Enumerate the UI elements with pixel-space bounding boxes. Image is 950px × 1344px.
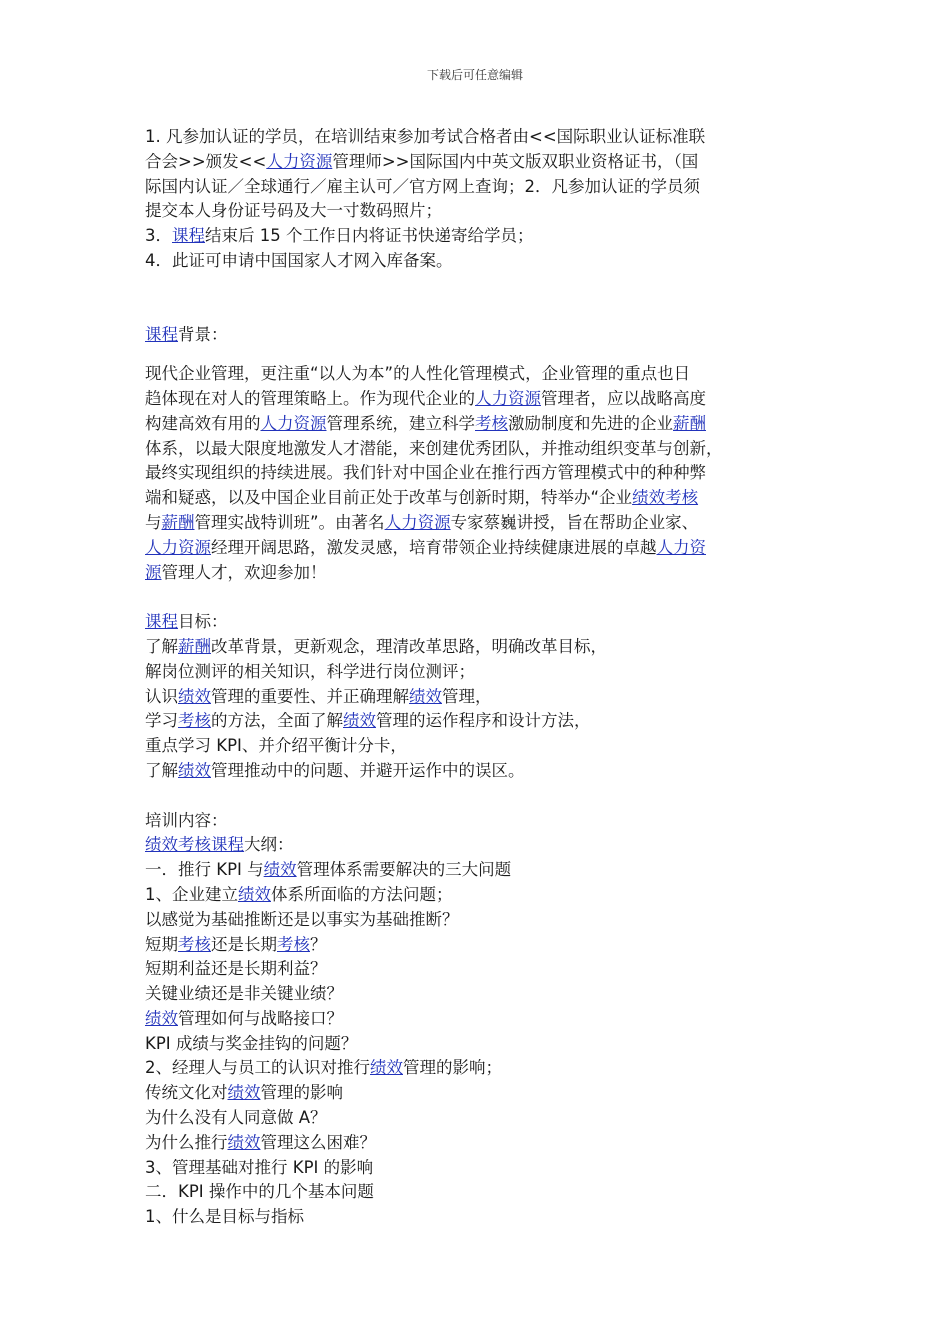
link-assess[interactable]: 考核 [178,934,211,954]
cert-line-1: 1. 凡参加认证的学员，在培训结束参加考试合格者由<<国际职业认证标准联 [145,127,706,146]
page-header: 下载后可任意编辑 [426,68,523,82]
link-perf-assess-course[interactable]: 绩效考核课程 [145,835,244,855]
goals-section [145,610,815,784]
outline-item: 短期考核还是长期考核？ [145,934,327,954]
outline-item: 1、企业建立绩效体系所面临的方法问题； [145,884,453,904]
link-perf[interactable]: 绩效 [409,686,442,706]
link-perf[interactable]: 绩效 [343,711,376,731]
goals-title: 课程目标： [145,612,228,632]
training-section [145,809,815,1231]
outline-item: 关键业绩还是非关键业绩？ [145,984,343,1004]
goal-item: 了解薪酬改革背景，更新观念，理清改革思路，明确改革目标， [145,636,607,656]
link-course[interactable]: 课程 [172,226,205,246]
link-hr[interactable]: 人力资源 [266,151,333,171]
training-title: 培训内容： [145,810,228,830]
outline-item: 2、经理人与员工的认识对推行绩效管理的影响； [145,1058,502,1078]
background-line-3: 构建高效有用的人力资源管理系统，建立科学考核激励制度和先进的企业薪酬 [145,413,706,433]
certification-section [145,125,815,274]
link-hr[interactable]: 人力资源 [260,413,327,433]
goal-item: 重点学习 KPI、并介绍平衡计分卡， [145,736,407,756]
link-course[interactable]: 课程 [145,612,178,632]
link-perf[interactable]: 绩效 [178,686,211,706]
cert-line-5: 3．课程结束后 15 个工作日内将证书快递寄给学员； [145,226,534,246]
background-line-9: 源管理人才，欢迎参加！ [145,562,327,582]
link-hr-part1[interactable]: 人力资 [656,537,706,557]
goal-item: 解岗位测评的相关知识，科学进行岗位测评； [145,661,475,681]
link-perf-assess[interactable]: 绩效考核 [632,488,699,508]
background-line-2: 趋体现在对人的管理策略上。作为现代企业的人力资源管理者，应以战略高度 [145,388,706,408]
background-line-8: 人力资源经理开阔思路，激发灵感，培育带领企业持续健康进展的卓越人力资 [145,537,706,557]
link-perf[interactable]: 绩效 [263,860,297,880]
link-course[interactable]: 课程 [145,325,178,345]
link-hr[interactable]: 人力资源 [145,537,211,557]
cert-line-4: 提交本人身份证号码及大一寸数码照片； [145,201,442,221]
background-line-1: 现代企业管理，更注重“以人为本”的人性化管理模式，企业管理的重点也日 [145,364,691,384]
link-salary[interactable]: 薪酬 [673,413,706,433]
document-body [145,125,815,1230]
link-perf[interactable]: 绩效 [178,760,211,780]
outline-item: 为什么推行绩效管理这么困难？ [145,1132,376,1152]
background-title: 课程背景： [145,325,228,345]
link-perf[interactable]: 绩效 [227,1132,261,1152]
cert-line-2: 合会>>颁发<<人力资源管理师>>国际国内中英文版双职业资格证书，（国 [145,151,699,171]
outline-item: 以感觉为基础推断还是以事实为基础推断？ [145,909,459,929]
link-perf[interactable]: 绩效 [227,1083,261,1103]
outline-item: 短期利益还是长期利益？ [145,959,327,979]
link-hr-part2[interactable]: 源 [145,562,162,582]
outline-item: 为什么没有人同意做 A？ [145,1108,327,1128]
link-hr[interactable]: 人力资源 [475,388,541,408]
link-assess[interactable]: 考核 [277,934,310,954]
link-assess[interactable]: 考核 [178,711,211,731]
outline-item: KPI 成绩与奖金挂钩的问题？ [145,1033,358,1053]
outline-item: 绩效管理如何与战略接口？ [145,1008,343,1028]
link-hr[interactable]: 人力资源 [384,512,451,532]
link-perf[interactable]: 绩效 [145,1008,178,1028]
outline-item: 一．推行 KPI 与绩效管理体系需要解决的三大问题 [145,860,512,880]
background-section [145,323,815,585]
outline-item: 传统文化对绩效管理的影响 [145,1083,343,1103]
background-line-7: 与薪酬管理实战特训班”。由著名人力资源专家蔡巍讲授，旨在帮助企业家、 [145,512,699,532]
link-perf[interactable]: 绩效 [238,884,271,904]
link-assess[interactable]: 考核 [475,413,508,433]
outline-item: 3、管理基础对推行 KPI 的影响 [145,1157,374,1177]
background-line-5: 最终实现组织的持续进展。我们针对中国企业在推行西方管理模式中的种种弊 [145,463,706,483]
cert-line-3: 际国内认证／全球通行／雇主认可／官方网上查询；2．凡参加认证的学员须 [145,176,700,196]
background-line-6: 端和疑惑，以及中国企业目前正处于改革与创新时期，特举办“企业绩效考核 [145,488,699,508]
link-perf[interactable]: 绩效 [370,1058,403,1078]
link-salary[interactable]: 薪酬 [161,512,195,532]
outline-item: 二．KPI 操作中的几个基本问题 [145,1182,374,1202]
goal-item: 认识绩效管理的重要性、并正确理解绩效管理， [145,686,492,706]
goal-item: 学习考核的方法，全面了解绩效管理的运作程序和设计方法， [145,711,591,731]
outline-title: 绩效考核课程大纲： [145,835,294,855]
background-line-4: 体系，以最大限度地激发人才潜能，来创建优秀团队，并推动组织变革与创新， [145,438,723,458]
link-salary[interactable]: 薪酬 [178,636,211,656]
outline-item: 1、什么是目标与指标 [145,1207,304,1227]
cert-line-6: 4．此证可申请中国国家人才网入库备案。 [145,250,453,270]
goal-item: 了解绩效管理推动中的问题、并避开运作中的误区。 [145,760,525,780]
